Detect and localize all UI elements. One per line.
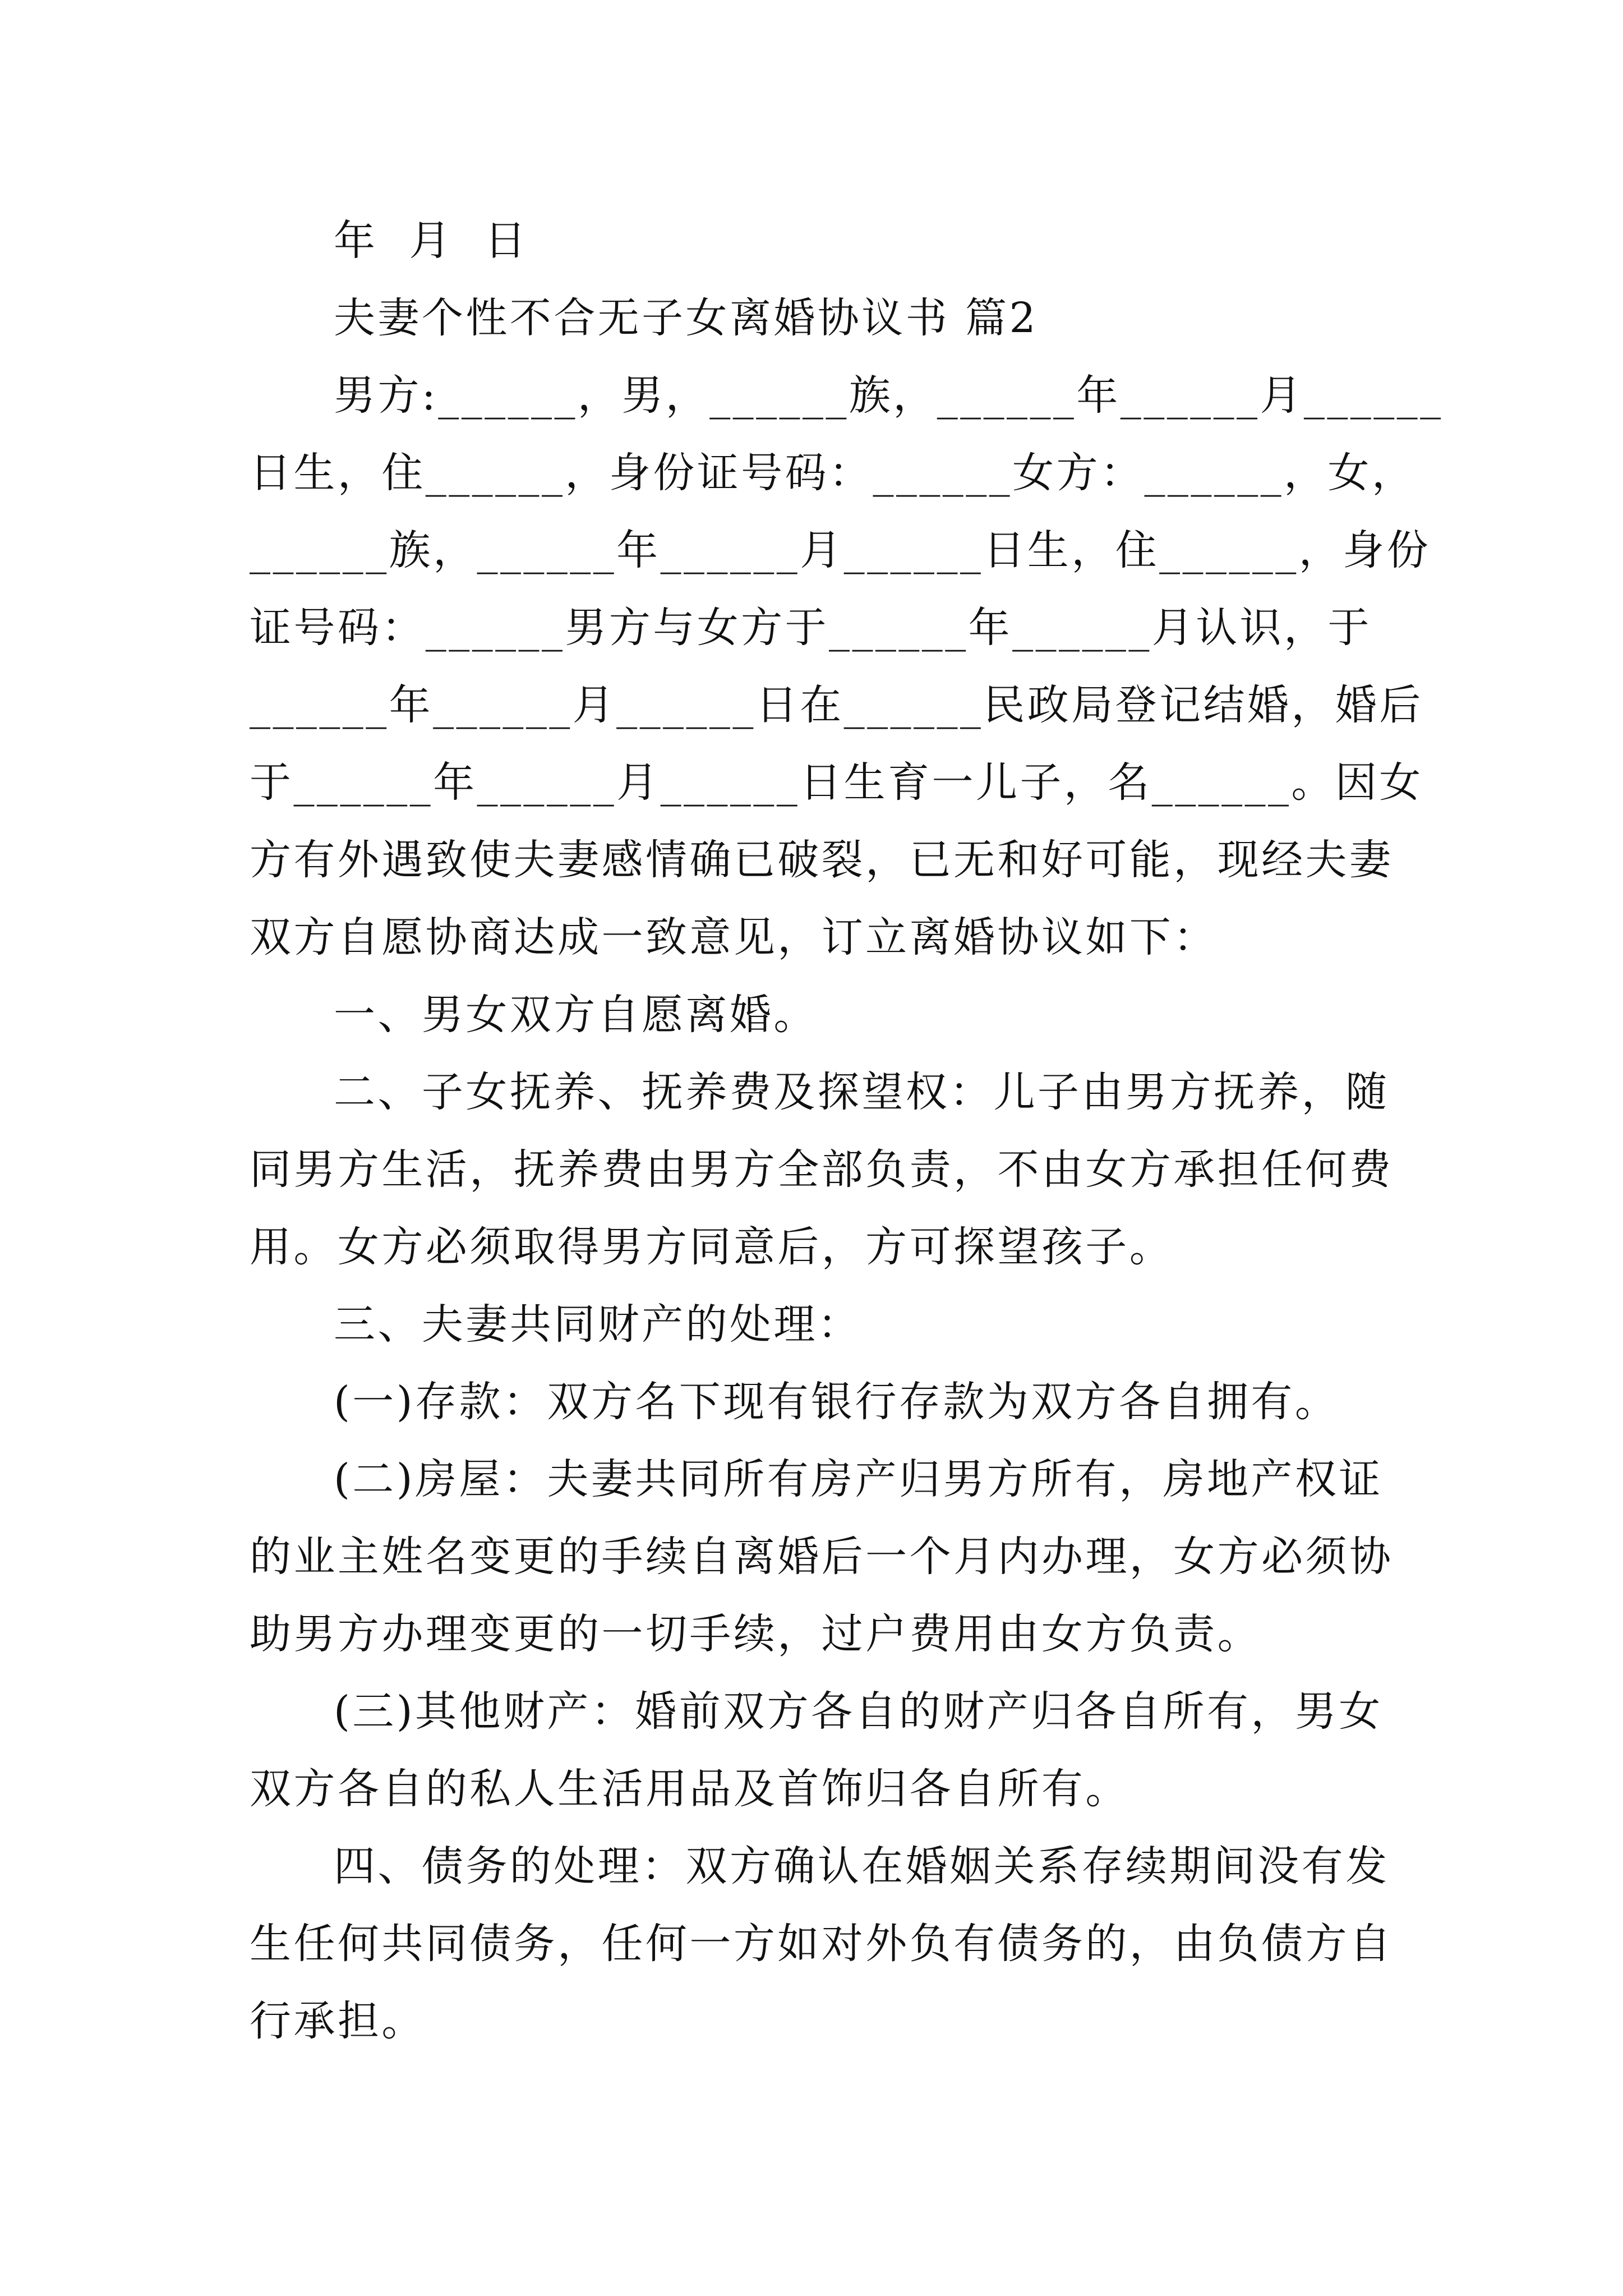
clause-3-2-line: 助男方办理变更的一切手续，过户费用由女方负责。 <box>250 1610 1262 1658</box>
paragraph-line: ______年______月______日在______民政局登记结婚，婚后 <box>250 681 1423 729</box>
clause-3-1: (一)存款：双方名下现有银行存款为双方各自拥有。 <box>334 1378 1339 1426</box>
clause-4: 四、债务的处理：双方确认在婚姻关系存续期间没有发 <box>334 1842 1390 1890</box>
clause-4-line: 生任何共同债务，任何一方如对外负有债务的，由负债方自 <box>250 1920 1394 1968</box>
paragraph-line: 男方:______，男，______族，______年______月______ <box>334 371 1444 420</box>
paragraph-line: 于______年______月______日生育一儿子，名______。因女 <box>250 758 1423 807</box>
document-page <box>250 202 1444 2060</box>
clause-2-line: 用。女方必须取得男方同意后，方可探望孩子。 <box>250 1223 1174 1271</box>
paragraph-line: 日生，住______，身份证号码：______女方：______，女， <box>250 449 1416 497</box>
paragraph-line: 方有外遇致使夫妻感情确已破裂，已无和好可能，现经夫妻 <box>250 836 1394 884</box>
clause-3-3: (三)其他财产：婚前双方各自的财产归各自所有，男女 <box>334 1687 1383 1736</box>
clause-3-2-line: 的业主姓名变更的手续自离婚后一个月内办理，女方必须协 <box>250 1533 1394 1581</box>
date-line: 年 月 日 <box>334 217 529 265</box>
clause-2-line: 同男方生活，抚养费由男方全部负责，不由女方承担任何费 <box>250 1145 1394 1194</box>
clause-4-line: 行承担。 <box>250 1997 426 2045</box>
paragraph-line: ______族，______年______月______日生，住______，身份 <box>250 526 1431 574</box>
paragraph-line: 证号码：______男方与女方于______年______月认识，于 <box>250 604 1372 652</box>
clause-3: 三、夫妻共同财产的处理： <box>334 1300 862 1349</box>
clause-3-3-line: 双方各自的私人生活用品及首饰归各自所有。 <box>250 1765 1129 1813</box>
paragraph-line: 双方自愿协商达成一致意见，订立离婚协议如下： <box>250 913 1218 961</box>
clause-3-2: (二)房屋：夫妻共同所有房产归男方所有，房地产权证 <box>334 1455 1383 1503</box>
section-title: 夫妻个性不合无子女离婚协议书 篇2 <box>334 294 1039 342</box>
clause-2: 二、子女抚养、抚养费及探望权：儿子由男方抚养，随 <box>334 1068 1390 1116</box>
clause-1: 一、男女双方自愿离婚。 <box>334 991 818 1039</box>
